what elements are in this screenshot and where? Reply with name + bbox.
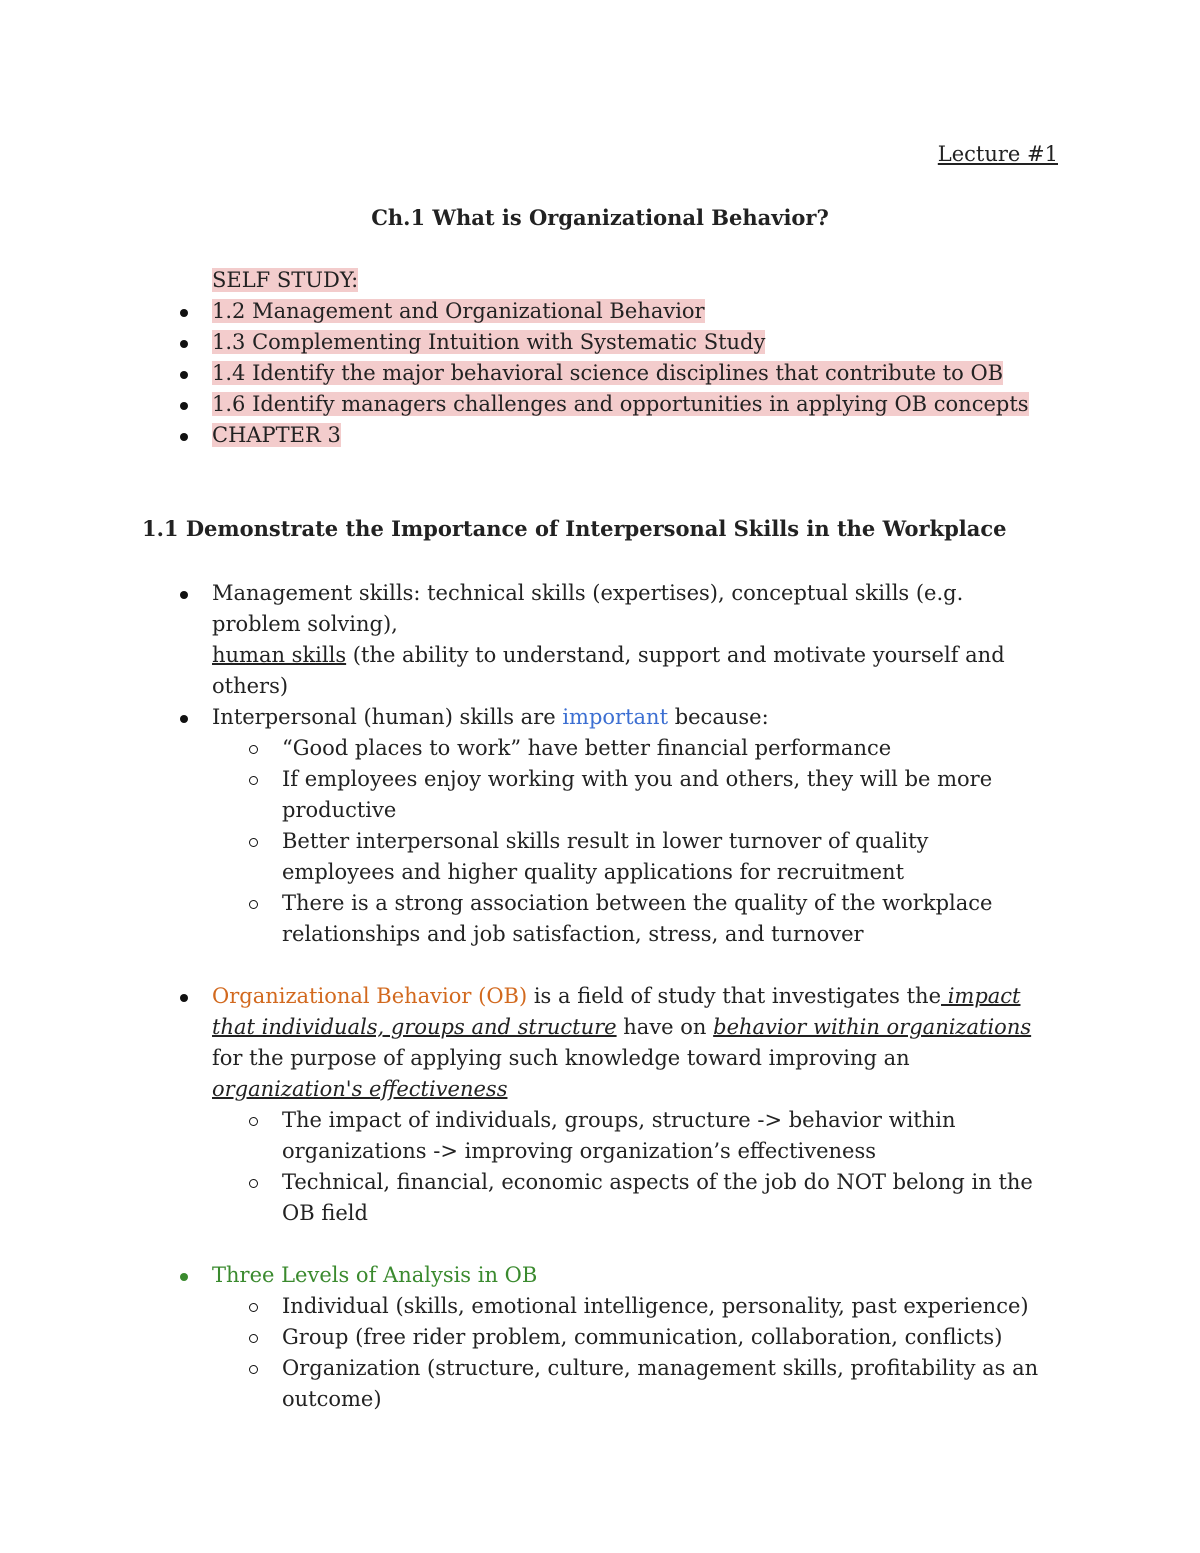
section-heading: 1.1 Demonstrate the Importance of Interpersonal Skills in the Workplace [142,516,1007,541]
sub-list-item: Better interpersonal skills result in lower turnover of quality employees and higher quality applications for recruitment [176,826,1026,888]
sub-list-item: The impact of individuals, groups, structure -> behavior within organizations -> improving organization’s effectiveness [176,1105,1062,1167]
bullet-icon [180,433,188,441]
list-item: Interpersonal (human) skills are important because: [176,702,1056,733]
section-body [176,578,1056,1415]
important-term: important [562,705,669,729]
sub-list-item: Organization (structure, culture, management skills, profitability as an outcome) [176,1353,1056,1415]
sub-list-item: There is a strong association between the quality of the workplace relationships and job satisfaction, stress, and turnover [176,888,1042,950]
list-item: Management skills: technical skills (expertises), conceptual skills (e.g. problem solving), human skills (the ability to understand, support and motivate yourself and others) [176,578,1056,702]
list-item: Organizational Behavior (OB) is a field of study that investigates the impact that individuals, groups and structure have on behavior within organizations for the purpose of applying such knowledge toward improving an organization's effectiveness [176,981,1062,1105]
circle-bullet-icon [249,1365,258,1374]
page-title: Ch.1 What is Organizational Behavior? [371,205,829,230]
bullet-icon [180,1273,188,1281]
list-item: 1.2 Management and Organizational Behavior [176,296,1029,327]
levels-title: Three Levels of Analysis in OB [212,1263,538,1287]
circle-bullet-icon [249,1303,258,1312]
list-item: 1.4 Identify the major behavioral science disciplines that contribute to OB [176,358,1029,389]
self-study-heading: SELF STUDY: [212,268,359,292]
circle-bullet-icon [249,745,258,754]
ob-term: Organizational Behavior (OB) [212,984,528,1008]
list-item: CHAPTER 3 [176,420,1029,451]
sub-list-item: Group (free rider problem, communication, collaboration, conflicts) [176,1322,1056,1353]
lecture-number: Lecture #1 [937,142,1058,166]
circle-bullet-icon [249,1334,258,1343]
bullet-icon [180,591,188,599]
circle-bullet-icon [249,1117,258,1126]
sub-list-item: If employees enjoy working with you and others, they will be more productive [176,764,1056,826]
list-item [176,1260,1056,1291]
circle-bullet-icon [249,838,258,847]
human-skills-term: human skills [212,643,347,667]
bullet-icon [180,309,188,317]
circle-bullet-icon [249,776,258,785]
self-study-list [176,265,1029,451]
bullet-icon [180,402,188,410]
bullet-icon [180,340,188,348]
list-item: 1.6 Identify managers challenges and opportunities in applying OB concepts [176,389,1029,420]
sub-list-item: Technical, financial, economic aspects of the job do NOT belong in the OB field [176,1167,1056,1229]
list-item: 1.3 Complementing Intuition with Systematic Study [176,327,1029,358]
circle-bullet-icon [249,900,258,909]
bullet-icon [180,715,188,723]
sub-list-item: Individual (skills, emotional intelligence, personality, past experience) [176,1291,1056,1322]
bullet-icon [180,371,188,379]
bullet-icon [180,994,188,1002]
circle-bullet-icon [249,1179,258,1188]
sub-list-item: “Good places to work” have better financial performance [176,733,1056,764]
